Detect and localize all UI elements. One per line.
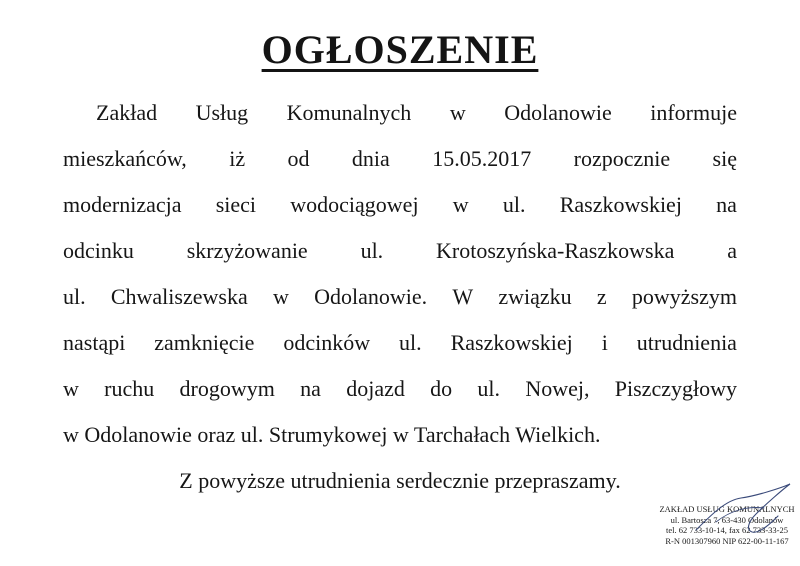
word: Chwaliszewska: [110, 284, 248, 309]
word: Odolanowie: [504, 100, 612, 125]
stamp-address: ul. Bartosza 7, 63-430 Odolanów: [670, 514, 784, 525]
word: iż: [229, 146, 246, 171]
word: ul.: [477, 376, 501, 401]
word: ul.: [63, 284, 86, 309]
paragraph-line-4: [63, 228, 737, 274]
word: Krotoszyńska-Raszkowska: [436, 238, 675, 263]
word: sieci: [215, 192, 257, 217]
word: związku: [498, 284, 572, 309]
word: rozpocznie: [573, 146, 671, 171]
word: mieszkańców,: [63, 146, 187, 171]
word: do: [430, 376, 453, 401]
word: w: [272, 284, 289, 309]
word: powyższym: [631, 284, 737, 309]
paragraph-line-5: [63, 274, 737, 320]
paragraph-line-7: [63, 366, 737, 412]
word: odcinku: [63, 238, 134, 263]
word: Odolanowie.: [314, 284, 428, 309]
word: a: [727, 238, 737, 263]
word: i: [601, 330, 608, 355]
word: nastąpi: [63, 330, 126, 355]
closing-apology: [63, 458, 737, 504]
word: Usług: [195, 100, 249, 125]
stamp-phone-fax: tel. 62 733-10-14, fax 62 733-33-25: [665, 525, 789, 535]
closing-apology-text: Z powyższe utrudnienia serdecznie przepraszamy.: [179, 468, 621, 493]
company-stamp: [652, 504, 800, 546]
word: Raszkowskiej: [450, 330, 573, 355]
word: ul.: [360, 238, 384, 263]
word: utrudnienia: [636, 330, 737, 355]
date: 15.05.2017: [432, 146, 532, 171]
word: w: [452, 192, 469, 217]
word: drogowym: [179, 376, 275, 401]
word: na: [300, 376, 321, 401]
word: Zakład: [96, 100, 158, 125]
word: W: [452, 284, 474, 309]
word: dojazd: [346, 376, 405, 401]
word: Nowej,: [525, 376, 590, 401]
word: ruchu: [104, 376, 155, 401]
announcement-title: [0, 26, 800, 74]
stamp-registry-numbers: R-N 001307960 NIP 622-00-11-167: [665, 535, 789, 546]
paragraph-line-6: [63, 320, 737, 366]
word: zamknięcie: [154, 330, 255, 355]
word: Komunalnych: [286, 100, 412, 125]
paragraph-line-3: [63, 182, 737, 228]
word: informuje: [650, 100, 737, 125]
word: od: [287, 146, 310, 171]
word: w: [449, 100, 466, 125]
word: skrzyżowanie: [186, 238, 308, 263]
word: ul.: [399, 330, 422, 355]
paragraph-line-1: [63, 90, 737, 136]
word: Raszkowskiej: [559, 192, 682, 217]
announcement-title-text: OGŁOSZENIE: [261, 27, 539, 72]
word: modernizacja: [63, 192, 182, 217]
word: w: [63, 376, 79, 401]
word: na: [716, 192, 737, 217]
announcement-body: [63, 90, 737, 504]
paragraph-last-line-text: w Odolanowie oraz ul. Strumykowej w Tarchałach Wielkich.: [63, 422, 601, 447]
paragraph-line-2: [63, 136, 737, 182]
word: z: [596, 284, 607, 309]
word: ul.: [502, 192, 526, 217]
stamp-company-name: ZAKŁAD USŁUG KOMUNALNYCH: [659, 504, 795, 514]
word: dnia: [351, 146, 390, 171]
word: się: [712, 146, 737, 171]
paragraph-line-8: [63, 412, 737, 458]
word: odcinków: [283, 330, 371, 355]
word: Piszczygłowy: [614, 376, 737, 401]
word: wodociągowej: [290, 192, 419, 217]
